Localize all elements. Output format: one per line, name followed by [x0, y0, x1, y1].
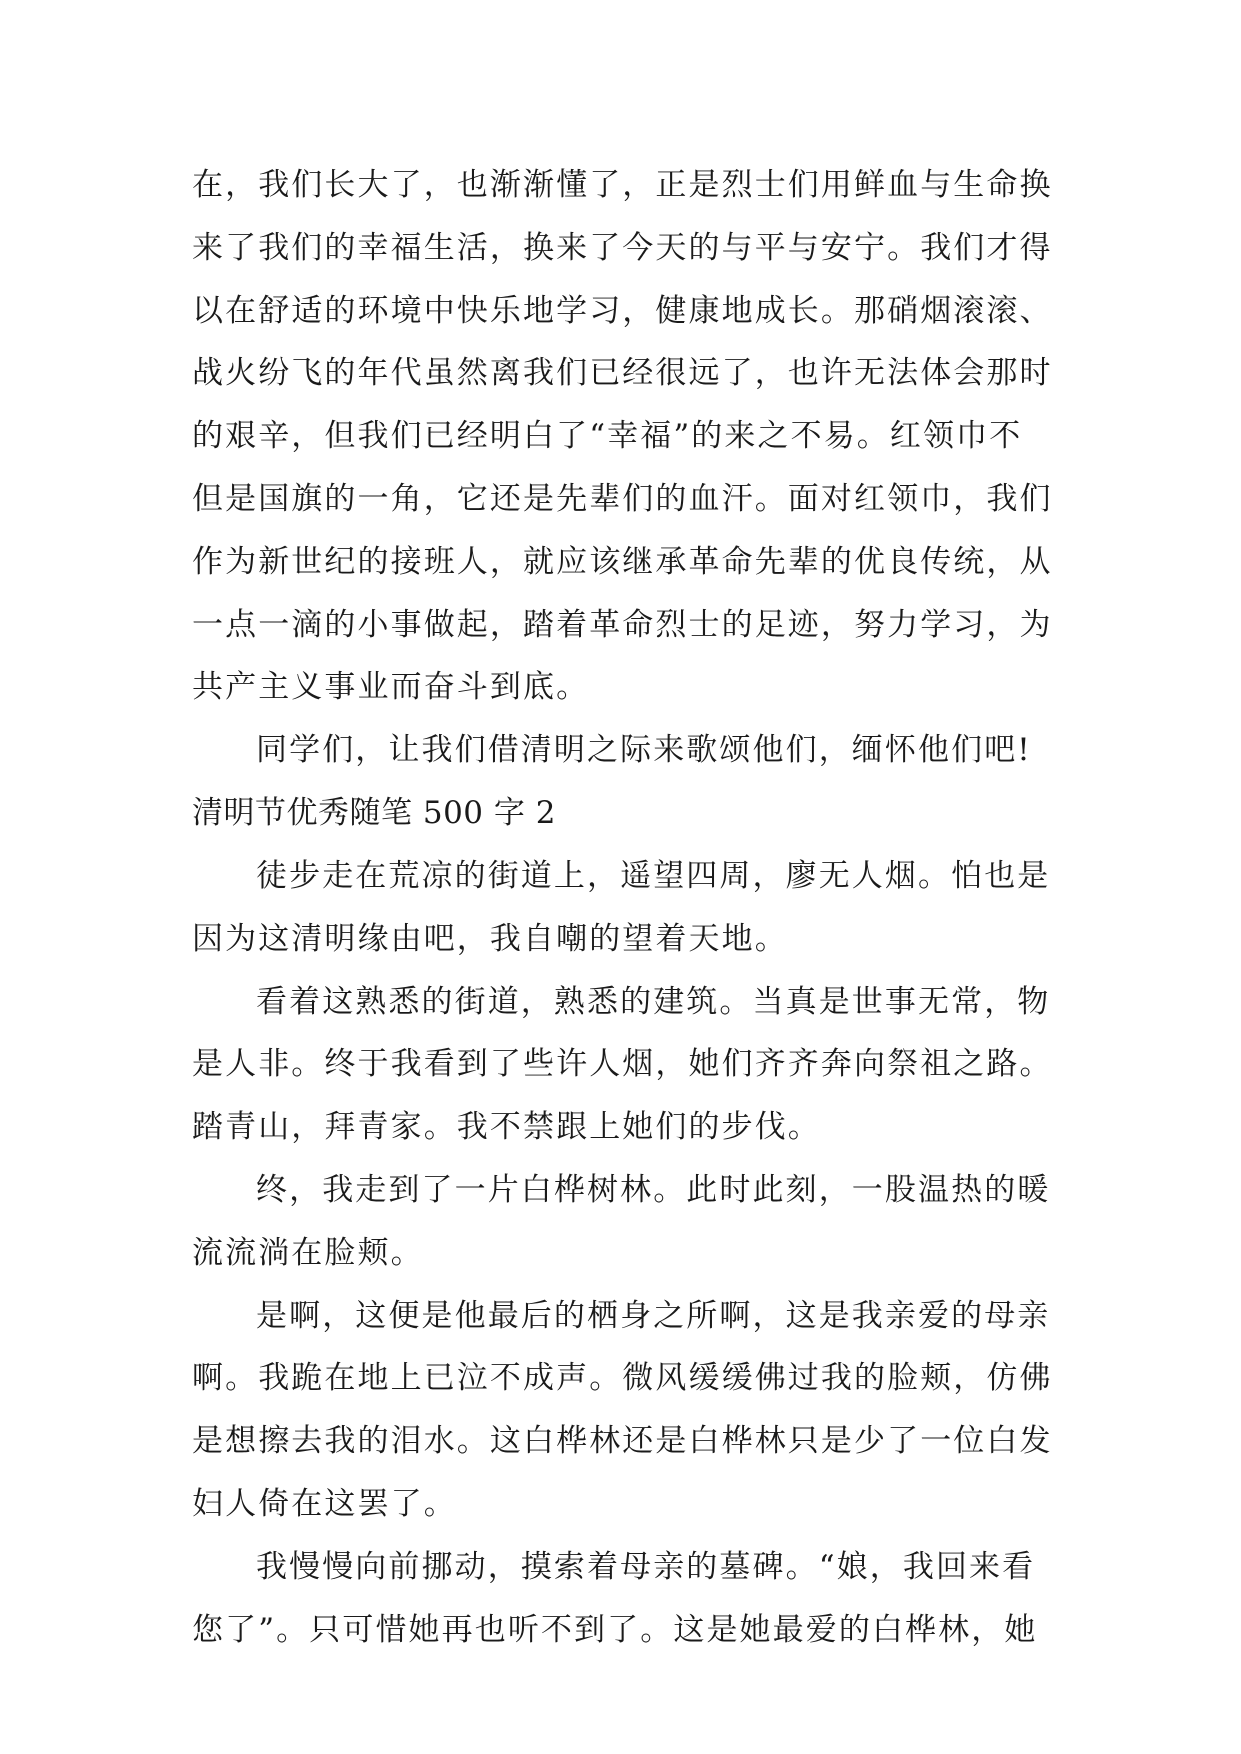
- body-text-line: 在，我们长大了，也渐渐懂了，正是烈士们用鲜血与生命换: [192, 167, 1053, 203]
- body-text-line: 看着这熟悉的街道，熟悉的建筑。当真是世事无常，物: [256, 984, 1051, 1020]
- body-text-line: 踏青山，拜青家。我不禁跟上她们的步伐。: [192, 1109, 821, 1145]
- body-text-line: 您了”。只可惜她再也听不到了。这是她最爱的白桦林，她: [192, 1612, 1038, 1648]
- body-text-line: 战火纷飞的年代虽然离我们已经很远了，也许无法体会那时: [192, 355, 1053, 391]
- body-text-line: 终，我走到了一片白桦树林。此时此刻，一股温热的暖: [256, 1172, 1051, 1208]
- section-heading: 清明节优秀随笔 500 字 2: [192, 795, 556, 831]
- body-text-line: 流流淌在脸颊。: [192, 1235, 424, 1271]
- body-text-line: 作为新世纪的接班人，就应该继承革命先辈的优良传统，从: [192, 544, 1053, 580]
- body-text-line: 徒步走在荒凉的街道上，遥望四周，廖无人烟。怕也是: [256, 858, 1051, 894]
- body-text-line: 因为这清明缘由吧，我自嘲的望着天地。: [192, 921, 788, 957]
- body-text-line: 啊。我跪在地上已泣不成声。微风缓缓佛过我的脸颊，仿佛: [192, 1360, 1053, 1396]
- body-text-line: 妇人倚在这罢了。: [192, 1486, 457, 1522]
- body-text-line: 共产主义事业而奋斗到底。: [192, 669, 590, 705]
- body-text-line: 一点一滴的小事做起，踏着革命烈士的足迹，努力学习，为: [192, 607, 1053, 643]
- body-text-line: 同学们，让我们借清明之际来歌颂他们，缅怀他们吧!: [256, 732, 1032, 768]
- body-text-line: 的艰辛，但我们已经明白了“幸福”的来之不易。红领巾不: [192, 418, 1023, 454]
- body-text-line: 是啊，这便是他最后的栖身之所啊，这是我亲爱的母亲: [256, 1298, 1051, 1334]
- body-text-line: 是人非。终于我看到了些许人烟，她们齐齐奔向祭祖之路。: [192, 1046, 1053, 1082]
- body-text-line: 但是国旗的一角，它还是先辈们的血汗。面对红领巾，我们: [192, 481, 1053, 517]
- body-text-line: 来了我们的幸福生活，换来了今天的与平与安宁。我们才得: [192, 230, 1053, 266]
- body-text-line: 以在舒适的环境中快乐地学习，健康地成长。那硝烟滚滚、: [192, 293, 1053, 329]
- body-text-line: 我慢慢向前挪动，摸索着母亲的墓碑。“娘，我回来看: [256, 1549, 1036, 1585]
- body-text-line: 是想擦去我的泪水。这白桦林还是白桦林只是少了一位白发: [192, 1423, 1053, 1459]
